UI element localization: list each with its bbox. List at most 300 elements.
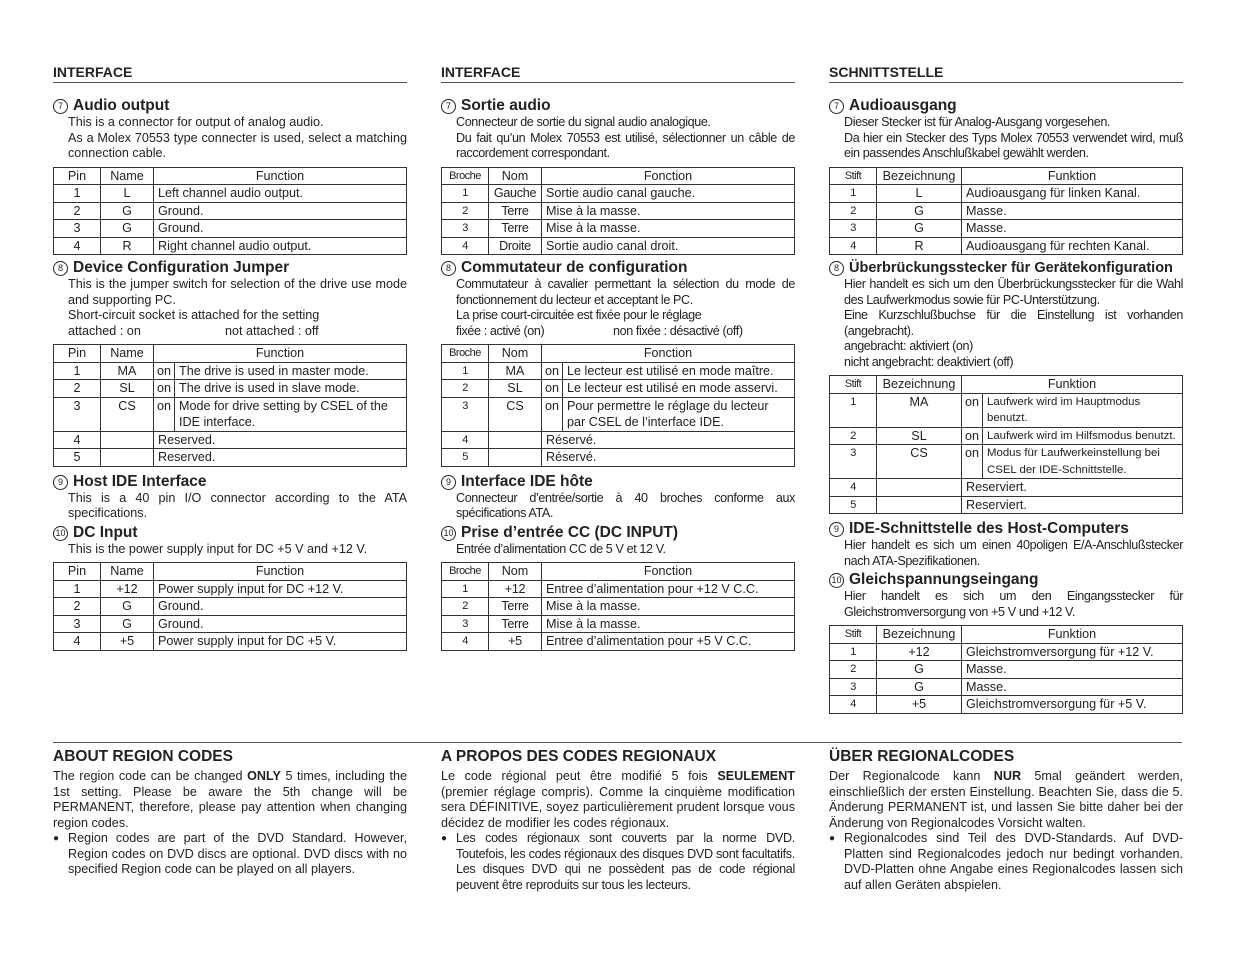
table-row <box>830 202 1183 220</box>
name-cell: R <box>877 237 962 255</box>
jumper-off-label: nicht angebracht: deaktiviert (off) <box>844 354 1014 369</box>
table-row <box>442 580 795 598</box>
pin-cell: 4 <box>830 696 877 714</box>
config-jumper-section <box>441 259 795 467</box>
jumper-pin-table <box>441 344 795 467</box>
description-text: This is the jumper switch for selection of the drive use mode and supporting PC. <box>68 277 407 307</box>
column-french <box>441 64 795 651</box>
dc-input-title-text: Prise d’entrée CC (DC INPUT) <box>461 523 679 541</box>
region-text-a: Der Regionalcode kann <box>829 769 994 783</box>
config-jumper-title-text: Überbrückungsstecker für Gerätekonfiguration <box>849 260 1173 276</box>
description-text: La prise court-circuitée est fixée pour le réglage <box>456 308 702 322</box>
column-header: Function <box>154 345 407 363</box>
table-row <box>830 220 1183 238</box>
function-cell: Power supply input for DC +5 V. <box>154 633 407 651</box>
name-cell: SL <box>101 380 154 398</box>
name-cell <box>877 496 962 514</box>
function-cell: Masse. <box>962 202 1183 220</box>
name-cell: +5 <box>101 633 154 651</box>
function-cell: Masse. <box>962 678 1183 696</box>
region-emphasis: SEULEMENT <box>717 769 795 783</box>
pin-cell: 3 <box>830 445 877 479</box>
host-ide-title <box>53 473 407 491</box>
region-codes-french <box>441 748 795 893</box>
name-cell: CS <box>489 397 542 431</box>
table-header-row <box>442 167 795 185</box>
column-header-title: SCHNITTSTELLE <box>829 64 1183 83</box>
function-cell: Mise à la masse. <box>542 598 795 616</box>
pin-cell: 2 <box>442 598 489 616</box>
audio-output-title-text: Audio output <box>73 97 170 114</box>
pin-cell: 1 <box>830 393 877 427</box>
description-text: Connecteur de sortie du signal audio analogique. <box>456 115 711 129</box>
description-text: Eine Kurzschlußbuchse für die Einstellung ist vorhanden (angebracht). <box>844 308 1183 338</box>
table-row <box>830 696 1183 714</box>
pin-cell: 4 <box>830 479 877 497</box>
pin-cell: 2 <box>830 202 877 220</box>
description-text: Hier handelt es sich um einen 40poligen E/A-Anschlußstecker nach ATA-Spezifikationen. <box>844 538 1183 568</box>
state-cell: on <box>154 380 175 398</box>
dc-input-title <box>53 524 407 542</box>
function-cell: Mise à la masse. <box>542 615 795 633</box>
region-codes-bullet: ● Les codes régionaux sont couverts par la norme DVD. Toutefois, les codes régionaux des disques DVD sont facultatifs. Les disques DVD qui ne possèdent pas de code régional peuvent être reproduits sur tous les lecteurs. <box>441 831 795 893</box>
table-row <box>830 661 1183 679</box>
region-codes-bullet: ● Region codes are part of the DVD Standard. However, Region codes on DVD discs are optional. DVD discs with no specified Region code can be played on all players. <box>53 831 407 878</box>
description-text: Hier handelt es sich um den Überbrückungsstecker für die Wahl des Laufwerkmodus sowie für PC-Unterstützung. <box>844 277 1183 307</box>
function-cell: Sortie audio canal gauche. <box>542 185 795 203</box>
audio-output-title-text: Audioausgang <box>849 97 957 114</box>
circled-number: 9 <box>53 475 68 490</box>
config-jumper-title <box>441 259 795 277</box>
pin-cell: 1 <box>442 185 489 203</box>
audio-output-section <box>53 97 407 255</box>
function-cell: Réservé. <box>542 449 795 467</box>
host-ide-title <box>441 473 795 491</box>
function-cell: Reserved. <box>154 431 407 449</box>
host-ide-section <box>441 473 795 522</box>
column-header: Nom <box>489 167 542 185</box>
state-cell: on <box>154 362 175 380</box>
function-cell: Power supply input for DC +12 V. <box>154 580 407 598</box>
function-cell: Sortie audio canal droit. <box>542 237 795 255</box>
pin-cell: 3 <box>442 220 489 238</box>
column-header: Pin <box>54 563 101 581</box>
description-text: As a Molex 70553 type connecter is used, select a matching connection cable. <box>68 130 407 160</box>
function-cell: Masse. <box>962 220 1183 238</box>
name-cell: G <box>877 202 962 220</box>
dc-input-title-text: Gleichspannungseingang <box>849 571 1039 588</box>
name-cell: L <box>101 185 154 203</box>
table-header-row <box>442 563 795 581</box>
table-row <box>830 678 1183 696</box>
audio-pin-table <box>829 167 1183 256</box>
pin-cell: 4 <box>54 431 101 449</box>
pin-cell: 1 <box>830 643 877 661</box>
table-row <box>830 427 1183 445</box>
region-text-a: Le code régional peut être modifié 5 fois <box>441 769 718 783</box>
name-cell: Terre <box>489 598 542 616</box>
description-text: Entrée d’alimentation CC de 5 V et 12 V. <box>456 541 666 556</box>
name-cell: MA <box>489 362 542 380</box>
name-cell: G <box>101 220 154 238</box>
function-cell: Entree d’alimentation pour +5 V C.C. <box>542 633 795 651</box>
column-header: Nom <box>489 563 542 581</box>
audio-pin-table <box>441 167 795 256</box>
dc-pin-table <box>829 625 1183 714</box>
column-header: Broche <box>442 167 489 185</box>
region-emphasis: NUR <box>993 769 1022 783</box>
name-cell <box>489 449 542 467</box>
pin-cell: 4 <box>54 237 101 255</box>
audio-output-title-text: Sortie audio <box>461 97 551 114</box>
function-cell: Gleichstromversorgung für +12 V. <box>962 643 1183 661</box>
host-ide-section <box>53 473 407 522</box>
table-row <box>442 362 795 380</box>
table-row <box>54 237 407 255</box>
column-header: Stift <box>830 376 877 394</box>
column-header: Funktion <box>962 376 1183 394</box>
function-cell: Ground. <box>154 598 407 616</box>
description-text: This is a connector for output of analog audio. <box>68 115 324 129</box>
audio-output-title <box>53 97 407 115</box>
region-emphasis: ONLY <box>247 769 281 783</box>
table-header-row <box>830 167 1183 185</box>
jumper-on-label: angebracht: aktiviert (on) <box>844 339 973 353</box>
function-cell: Audioausgang für rechten Kanal. <box>962 237 1183 255</box>
column-german <box>829 64 1183 714</box>
name-cell: G <box>101 615 154 633</box>
name-cell: +5 <box>877 696 962 714</box>
function-cell: Reserved. <box>154 449 407 467</box>
audio-output-title <box>829 97 1183 115</box>
function-cell: Ground. <box>154 220 407 238</box>
name-cell: G <box>101 202 154 220</box>
name-cell: G <box>877 220 962 238</box>
column-header: Name <box>101 167 154 185</box>
table-header-row <box>54 167 407 185</box>
column-header: Fonction <box>542 563 795 581</box>
table-row <box>442 185 795 203</box>
table-row <box>442 449 795 467</box>
column-header: Name <box>101 345 154 363</box>
table-row <box>54 397 407 431</box>
name-cell: MA <box>101 362 154 380</box>
table-row <box>442 380 795 398</box>
state-cell: on <box>962 445 983 479</box>
host-ide-title-text: Interface IDE hôte <box>461 472 593 490</box>
table-row <box>442 202 795 220</box>
pin-cell: 3 <box>54 615 101 633</box>
pin-cell: 1 <box>442 362 489 380</box>
pin-cell: 4 <box>442 431 489 449</box>
pin-cell: 2 <box>830 661 877 679</box>
name-cell: Terre <box>489 220 542 238</box>
pin-cell: 2 <box>54 202 101 220</box>
audio-output-title <box>441 97 795 115</box>
function-cell: Audioausgang für linken Kanal. <box>962 185 1183 203</box>
description-text: Hier handelt es sich um den Eingangsstecker für Gleichstromversorgung von +5 V und +12 V. <box>844 589 1183 619</box>
jumper-pin-table <box>53 344 407 467</box>
pin-cell: 3 <box>442 615 489 633</box>
function-cell: Gleichstromversorgung für +5 V. <box>962 696 1183 714</box>
name-cell: +12 <box>489 580 542 598</box>
region-codes-bullet: ● Regionalcodes sind Teil des DVD-Standards. Auf DVD-Platten sind Regionalcodes jedoch nur bedingt vorhanden. DVD-Platten ohne Angabe eines Regionalcodes lassen sich auf allen Geräten abspielen. <box>829 831 1183 893</box>
circled-number: 8 <box>53 261 68 276</box>
column-header: Funktion <box>962 167 1183 185</box>
function-cell: Le lecteur est utilisé en mode maître. <box>563 362 795 380</box>
table-row <box>54 185 407 203</box>
column-header: Broche <box>442 563 489 581</box>
description-text: This is a 40 pin I/O connector according to the ATA specifications. <box>68 490 407 520</box>
circled-number: 9 <box>829 522 844 537</box>
column-header: Bezeichnung <box>877 167 962 185</box>
state-cell: on <box>542 362 563 380</box>
column-header: Pin <box>54 167 101 185</box>
pin-cell: 2 <box>830 427 877 445</box>
pin-cell: 2 <box>54 598 101 616</box>
name-cell: Droite <box>489 237 542 255</box>
region-codes-german <box>829 748 1183 893</box>
jumper-off-label: not attached : off <box>225 323 319 338</box>
config-jumper-title-text: Commutateur de configuration <box>461 259 688 276</box>
function-cell: Masse. <box>962 661 1183 679</box>
circled-number: 7 <box>829 99 844 114</box>
table-header-row <box>830 376 1183 394</box>
description-text: Da hier ein Stecker des Typs Molex 70553 verwendet wird, muß ein passendes Anschlußkabel gewählt werden. <box>844 130 1183 160</box>
name-cell: Terre <box>489 202 542 220</box>
pin-cell: 5 <box>54 449 101 467</box>
column-header: Pin <box>54 345 101 363</box>
column-header: Bezeichnung <box>877 626 962 644</box>
pin-cell: 5 <box>442 449 489 467</box>
jumper-off-label: non fixée : désactivé (off) <box>613 323 743 338</box>
pin-cell: 3 <box>54 220 101 238</box>
table-row <box>442 237 795 255</box>
function-cell: Modus für Laufwerkeinstellung bei CSEL der IDE-Schnittstelle. <box>983 445 1183 479</box>
config-jumper-title <box>829 259 1183 277</box>
name-cell <box>101 449 154 467</box>
table-row <box>830 185 1183 203</box>
name-cell: G <box>101 598 154 616</box>
circled-number: 10 <box>53 526 68 541</box>
region-codes-paragraph <box>441 769 795 831</box>
circled-number: 8 <box>441 261 456 276</box>
dc-pin-table <box>53 562 407 651</box>
table-row <box>830 479 1183 497</box>
region-text-c: (premier réglage compris). Comme la cinquième modification sera DÉFINITIVE, soyez particulièrement prudent lorsque vous décidez de modifier les codes régionaux. <box>441 784 795 830</box>
table-row <box>830 496 1183 514</box>
function-cell: Left channel audio output. <box>154 185 407 203</box>
region-text-c: 5 times, including the 1st setting. Please be aware the 5th change will be PERMANENT, therefore, please pay attention when changing region codes. <box>53 769 407 830</box>
state-cell: on <box>962 427 983 445</box>
pin-cell: 1 <box>54 580 101 598</box>
region-codes-title: A PROPOS DES CODES REGIONAUX <box>441 748 717 765</box>
column-header: Fonction <box>542 345 795 363</box>
table-row <box>442 615 795 633</box>
audio-output-section <box>829 97 1183 255</box>
name-cell: G <box>877 661 962 679</box>
pin-cell: 3 <box>442 397 489 431</box>
name-cell <box>101 431 154 449</box>
region-codes-paragraph <box>53 769 407 831</box>
table-header-row <box>54 345 407 363</box>
host-ide-title-text: IDE-Schnittstelle des Host-Computers <box>849 520 1129 537</box>
function-cell: The drive is used in master mode. <box>175 362 407 380</box>
column-header: Bezeichnung <box>877 376 962 394</box>
pin-cell: 1 <box>442 580 489 598</box>
config-jumper-title-text: Device Configuration Jumper <box>73 259 290 276</box>
column-header: Broche <box>442 345 489 363</box>
name-cell: CS <box>101 397 154 431</box>
name-cell: MA <box>877 393 962 427</box>
pin-cell: 3 <box>830 220 877 238</box>
column-header-title: INTERFACE <box>441 64 795 83</box>
dc-input-section <box>53 524 407 651</box>
circled-number: 10 <box>829 573 844 588</box>
column-header: Funktion <box>962 626 1183 644</box>
table-row <box>830 445 1183 479</box>
table-row <box>830 237 1183 255</box>
pin-cell: 4 <box>54 633 101 651</box>
function-cell: Laufwerk wird im Hilfsmodus benutzt. <box>983 427 1183 445</box>
region-codes-english <box>53 748 407 878</box>
dc-input-section <box>441 524 795 651</box>
function-cell: Right channel audio output. <box>154 237 407 255</box>
table-header-row <box>54 563 407 581</box>
description-text: Du fait qu’un Molex 70553 est utilisé, sélectionner un câble de raccordement correspondant. <box>456 130 795 160</box>
name-cell: +12 <box>877 643 962 661</box>
name-cell: +5 <box>489 633 542 651</box>
host-ide-title <box>829 520 1183 538</box>
column-header: Name <box>101 563 154 581</box>
host-ide-section <box>829 520 1183 569</box>
column-header: Function <box>154 167 407 185</box>
table-row <box>442 598 795 616</box>
column-header: Fonction <box>542 167 795 185</box>
column-header: Stift <box>830 626 877 644</box>
audio-pin-table <box>53 167 407 256</box>
table-header-row <box>830 626 1183 644</box>
jumper-on-label: attached : on <box>68 323 141 338</box>
column-english <box>53 64 407 651</box>
description-text: This is the power supply input for DC +5 V and +12 V. <box>68 541 368 556</box>
column-header: Function <box>154 563 407 581</box>
state-cell: on <box>542 397 563 431</box>
dc-input-title-text: DC Input <box>73 523 138 541</box>
config-jumper-title <box>53 259 407 277</box>
section-divider <box>53 742 1182 743</box>
circled-number: 8 <box>829 261 844 276</box>
jumper-state-row <box>68 324 407 340</box>
name-cell <box>489 431 542 449</box>
name-cell: +12 <box>101 580 154 598</box>
table-header-row <box>442 345 795 363</box>
circled-number: 10 <box>441 526 456 541</box>
name-cell: CS <box>877 445 962 479</box>
circled-number: 7 <box>441 99 456 114</box>
dc-input-title <box>829 571 1183 589</box>
pin-cell: 1 <box>54 185 101 203</box>
description-text: Short-circuit socket is attached for the setting <box>68 308 320 322</box>
table-row <box>54 220 407 238</box>
jumper-pin-table <box>829 375 1183 514</box>
function-cell: Réservé. <box>542 431 795 449</box>
name-cell: Terre <box>489 615 542 633</box>
name-cell: SL <box>877 427 962 445</box>
circled-number: 9 <box>441 475 456 490</box>
name-cell: Gauche <box>489 185 542 203</box>
table-row <box>54 431 407 449</box>
function-cell: Mise à la masse. <box>542 202 795 220</box>
description-text: Commutateur à cavalier permettant la sélection du mode de fonctionnement du lecteur et acceptant le PC. <box>456 277 795 307</box>
column-header: Nom <box>489 345 542 363</box>
name-cell <box>877 479 962 497</box>
dc-pin-table <box>441 562 795 651</box>
table-row <box>830 643 1183 661</box>
table-row <box>54 202 407 220</box>
host-ide-title-text: Host IDE Interface <box>73 472 207 490</box>
jumper-on-label: fixée : activé (on) <box>456 323 545 338</box>
region-text-a: The region code can be changed <box>53 769 248 783</box>
function-cell: Laufwerk wird im Hauptmodus benutzt. <box>983 393 1183 427</box>
pin-cell: 4 <box>830 237 877 255</box>
pin-cell: 1 <box>830 185 877 203</box>
table-row <box>54 580 407 598</box>
pin-cell: 2 <box>442 202 489 220</box>
region-codes-title: ÜBER REGIONALCODES <box>829 748 1015 765</box>
state-cell: on <box>154 397 175 431</box>
function-cell: Mode for drive setting by CSEL of the IDE interface. <box>175 397 407 431</box>
function-cell: Pour permettre le réglage du lecteur par CSEL de l’interface IDE. <box>563 397 795 431</box>
function-cell: Reserviert. <box>962 479 1183 497</box>
function-cell: Ground. <box>154 202 407 220</box>
config-jumper-section <box>53 259 407 467</box>
description-text: Dieser Stecker ist für Analog-Ausgang vorgesehen. <box>844 115 1111 129</box>
pin-cell: 5 <box>830 496 877 514</box>
name-cell: R <box>101 237 154 255</box>
function-cell: Mise à la masse. <box>542 220 795 238</box>
description-text: Connecteur d’entrée/sortie à 40 broches conforme aux spécifications ATA. <box>456 490 795 520</box>
table-row <box>54 380 407 398</box>
audio-output-section <box>441 97 795 255</box>
table-row <box>54 362 407 380</box>
function-cell: The drive is used in slave mode. <box>175 380 407 398</box>
circled-number: 7 <box>53 99 68 114</box>
table-row <box>442 431 795 449</box>
name-cell: G <box>877 678 962 696</box>
column-header: Stift <box>830 167 877 185</box>
pin-cell: 3 <box>830 678 877 696</box>
pin-cell: 1 <box>54 362 101 380</box>
pin-cell: 4 <box>442 633 489 651</box>
state-cell: on <box>542 380 563 398</box>
pin-cell: 3 <box>54 397 101 431</box>
function-cell: Entree d’alimentation pour +12 V C.C. <box>542 580 795 598</box>
dc-input-section <box>829 571 1183 714</box>
state-cell: on <box>962 393 983 427</box>
table-row <box>54 633 407 651</box>
dc-input-title <box>441 524 795 542</box>
function-cell: Le lecteur est utilisé en mode asservi. <box>563 380 795 398</box>
table-row <box>54 615 407 633</box>
pin-cell: 2 <box>442 380 489 398</box>
pin-cell: 4 <box>442 237 489 255</box>
table-row <box>442 633 795 651</box>
column-header-title: INTERFACE <box>53 64 407 83</box>
function-cell: Ground. <box>154 615 407 633</box>
pin-cell: 2 <box>54 380 101 398</box>
function-cell: Reserviert. <box>962 496 1183 514</box>
